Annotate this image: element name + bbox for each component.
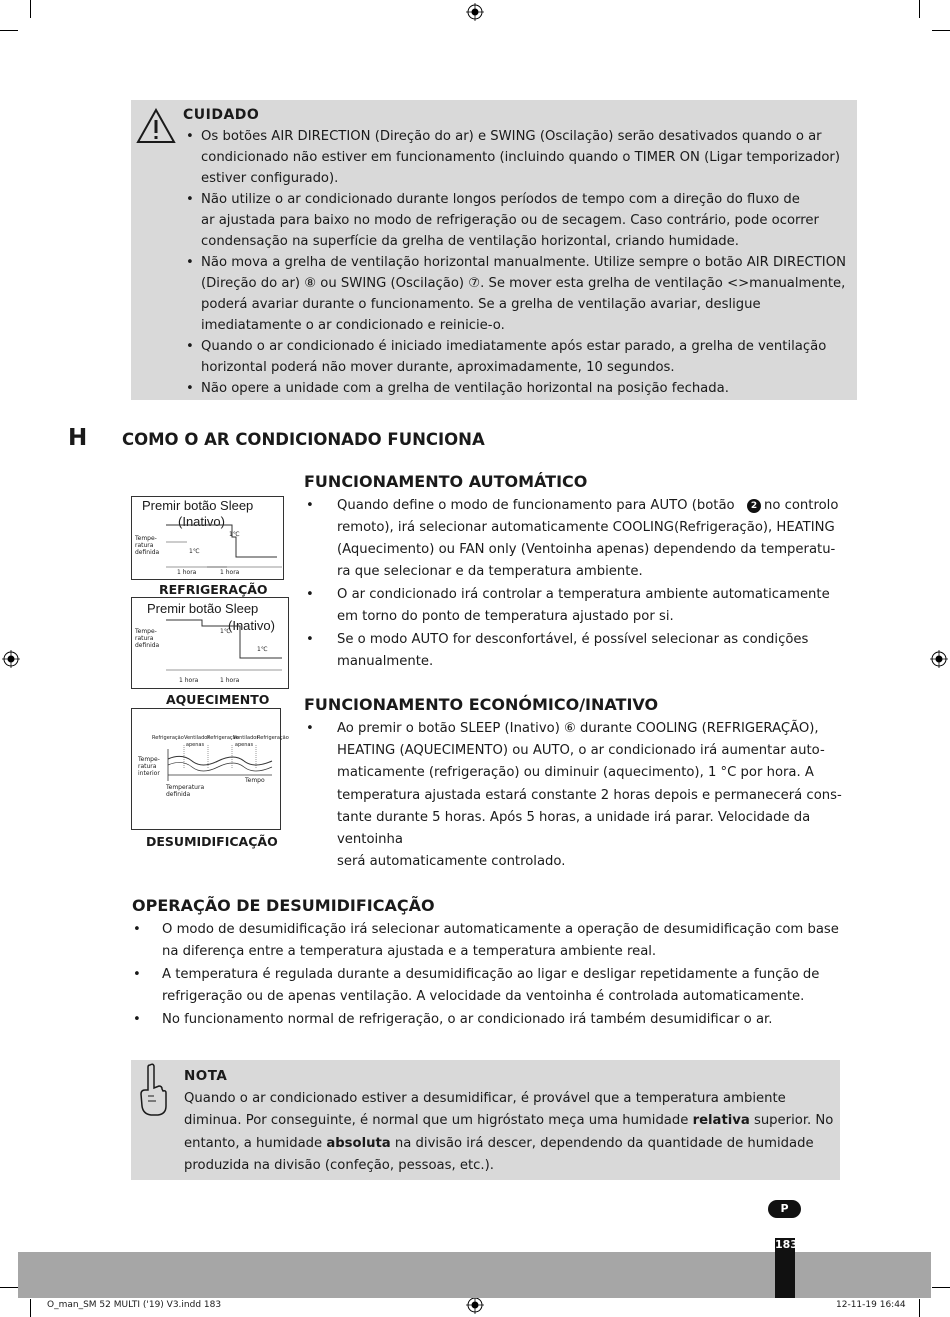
caution-line: Não utilize o ar condicionado durante longos períodos de tempo com a direção do fluxo de: [201, 192, 800, 207]
mode-label: Refrigeração: [152, 735, 184, 741]
eco-line: será automaticamente controlado.: [337, 854, 566, 869]
auto-line: Quando define o modo de funcionamento para AUTO (botão: [337, 498, 735, 513]
note-text: entanto, a humidade: [184, 1136, 327, 1151]
dehum-line: O modo de desumidificação irá selecionar automaticamente a operação de desumidificação com base: [162, 922, 839, 937]
caution-line: horizontal poderá não mover durante, aproximadamente, 10 segundos.: [201, 360, 675, 375]
caution-line: estiver configurado).: [201, 171, 339, 186]
bullet: •: [306, 632, 314, 647]
dehum-title: OPERAÇÃO DE DESUMIDIFICAÇÃO: [132, 896, 435, 915]
note-emphasis: absoluta: [326, 1136, 391, 1151]
heating-curve: [132, 598, 288, 688]
caution-line: condicionado não estiver em funcionamento (incluindo quando o TIMER ON (Ligar temporizador): [201, 150, 840, 165]
degree-label: 1℃: [257, 646, 268, 653]
eco-line: tante durante 5 horas. Após 5 horas, a unidade irá parar. Velocidade da: [337, 810, 811, 825]
registration-mark-icon: [466, 1296, 484, 1314]
registration-mark-icon: [930, 650, 948, 668]
note-text: superior. No: [749, 1113, 834, 1128]
hour-label: 1 hora: [177, 569, 197, 576]
caution-line: Não opere a unidade com a grelha de ventilação horizontal na posição fechada.: [201, 381, 729, 396]
caution-title: CUIDADO: [183, 107, 260, 123]
warning-triangle-icon: [136, 108, 176, 144]
note-line: [184, 1133, 814, 1154]
crop-mark: [932, 30, 950, 31]
note-emphasis: relativa: [692, 1113, 750, 1128]
caution-line: Não mova a grelha de ventilação horizontal manualmente. Utilize sempre o botão AIR DIRECTION: [201, 255, 846, 270]
bullet: •: [186, 255, 194, 270]
bullet: •: [133, 1012, 141, 1027]
auto-line: O ar condicionado irá controlar a temperatura ambiente automaticamente: [337, 587, 830, 602]
bullet: •: [306, 498, 314, 513]
dehumidification-curve: [132, 709, 280, 829]
crop-mark: [0, 1287, 18, 1288]
bullet: •: [186, 381, 194, 396]
crop-mark: [30, 0, 31, 18]
set-temp-label: Tempe- ratura definida: [135, 535, 160, 556]
caution-line: Quando o ar condicionado é iniciado imediatamente após estar parado, a grelha de ventilação: [201, 339, 827, 354]
mode-label: Refrigeração: [257, 735, 289, 741]
cooling-diagram: [131, 496, 284, 580]
bullet: •: [186, 129, 194, 144]
crop-mark: [932, 1287, 950, 1288]
hour-label: 1 hora: [220, 569, 240, 576]
section-letter: H: [68, 425, 88, 451]
bullet: •: [133, 922, 141, 937]
mode-label: Refrigeração: [207, 735, 239, 741]
diagram-title: Premir botão Sleep: [142, 498, 254, 513]
eco-line: temperatura ajustada estará constante 2 horas depois e permanecerá cons-: [337, 788, 842, 803]
eco-title: FUNCIONAMENTO ECONÓMICO/INATIVO: [304, 695, 659, 714]
hour-label: 1 hora: [220, 677, 240, 684]
set-temp-label: Tempe- ratura definida: [135, 628, 160, 649]
caution-line: imediatamente o ar condicionado e reinicie-o.: [201, 318, 505, 333]
auto-line: manualmente.: [337, 654, 434, 669]
note-line: produzida na divisão (confeção, pessoas, etc.).: [184, 1158, 494, 1173]
bullet: •: [306, 587, 314, 602]
button-number-badge: 2: [747, 499, 761, 513]
time-label: Tempo: [245, 777, 265, 784]
degree-label: 1℃: [189, 548, 200, 555]
language-badge: P: [768, 1200, 801, 1218]
registration-mark-icon: [2, 650, 20, 668]
cooling-label: REFRIGERAÇÃO: [159, 582, 268, 597]
file-name: O_man_SM 52 MULTI ('19) V3.indd 183: [47, 1300, 222, 1310]
eco-line: maticamente (refrigeração) ou diminuir (aquecimento), 1 °C por hora. A: [337, 765, 814, 780]
caution-line: condensação na superfície da grelha de ventilação horizontal, criando humidade.: [201, 234, 739, 249]
auto-line: no controlo: [764, 498, 839, 513]
dehum-line: No funcionamento normal de refrigeração, o ar condicionado irá também desumidificar o ar.: [162, 1012, 773, 1027]
eco-line: ventoinha: [337, 832, 403, 847]
degree-label: 1℃: [229, 531, 240, 538]
dehum-line: A temperatura é regulada durante a desumidificação ao ligar e desligar repetidamente a função de: [162, 967, 820, 982]
eco-line: Ao premir o botão SLEEP (Inativo) ⑥ durante COOLING (REFRIGERAÇÃO),: [337, 721, 819, 736]
auto-line: ra que selecionar e da temperatura ambiente.: [337, 564, 643, 579]
crop-mark: [919, 1299, 920, 1317]
auto-line: Se o modo AUTO for desconfortável, é possível selecionar as condições: [337, 632, 809, 647]
eco-line: HEATING (AQUECIMENTO) ou AUTO, o ar condicionado irá aumentar auto-: [337, 743, 825, 758]
diagram-title: Premir botão Sleep: [147, 601, 259, 616]
dehumidification-diagram: [131, 708, 289, 830]
diagram-subtitle: (Inativo): [178, 514, 225, 529]
caution-line: ar ajustada para baixo no modo de refrigeração ou de secagem. Caso contrário, pode ocorrer: [201, 213, 819, 228]
caution-line: (Direção do ar) ⑧ ou SWING (Oscilação) ⑦. Se mover esta grelha de ventilação <>manualmente,: [201, 276, 846, 291]
auto-line: remoto), irá selecionar automaticamente COOLING(Refrigeração), HEATING: [337, 520, 835, 535]
caution-line: poderá avariar durante o funcionamento. Se a grelha de ventilação avariar, desligue: [201, 297, 761, 312]
auto-line: (Aquecimento) ou FAN only (Ventoinha apenas) dependendo da temperatu-: [337, 542, 836, 557]
auto-line: em torno do ponto de temperatura ajustado por si.: [337, 609, 674, 624]
diagram-subtitle: (Inativo): [228, 618, 275, 633]
mode-label: Ventilador apenas: [233, 735, 259, 748]
crop-mark: [919, 0, 920, 18]
cooling-curve: [132, 497, 283, 579]
degree-label: 1℃: [220, 628, 231, 635]
set-temp-label: Temperatura definida: [166, 784, 205, 798]
bullet: •: [306, 721, 314, 736]
indoor-temp-label: Tempe- ratura interior: [138, 756, 160, 777]
heating-label: AQUECIMENTO: [166, 692, 270, 707]
pointing-hand-icon: [138, 1062, 168, 1118]
mode-label: Ventilador apenas: [184, 735, 210, 748]
bullet: •: [186, 339, 194, 354]
bullet: •: [133, 967, 141, 982]
note-title: NOTA: [184, 1068, 228, 1084]
note-line: Quando o ar condicionado estiver a desumidificar, é provável que a temperatura ambiente: [184, 1091, 786, 1106]
registration-mark-icon: [466, 3, 484, 21]
crop-mark: [30, 1299, 31, 1317]
dehum-line: na diferença entre a temperatura ajustada e a temperatura ambiente real.: [162, 944, 657, 959]
note-text: na divisão irá descer, dependendo da quantidade de humidade: [390, 1136, 814, 1151]
print-date: 12-11-19 16:44: [836, 1300, 906, 1310]
hour-label: 1 hora: [179, 677, 199, 684]
dehum-line: refrigeração ou de apenas ventilação. A velocidade da ventoinha é controlada automaticamente.: [162, 989, 805, 1004]
section-title: COMO O AR CONDICIONADO FUNCIONA: [122, 430, 485, 449]
heating-diagram: [131, 597, 289, 689]
note-text: diminua. Por conseguinte, é normal que um higróstato meça uma humidade: [184, 1113, 693, 1128]
dehumidification-label: DESUMIDIFICAÇÃO: [146, 834, 278, 849]
bullet: •: [186, 192, 194, 207]
crop-mark: [0, 30, 18, 31]
note-line: [184, 1110, 833, 1131]
caution-line: Os botões AIR DIRECTION (Direção do ar) e SWING (Oscilação) serão desativados quando o ar: [201, 129, 822, 144]
auto-title: FUNCIONAMENTO AUTOMÁTICO: [304, 472, 588, 491]
page-number: 183: [775, 1238, 795, 1298]
